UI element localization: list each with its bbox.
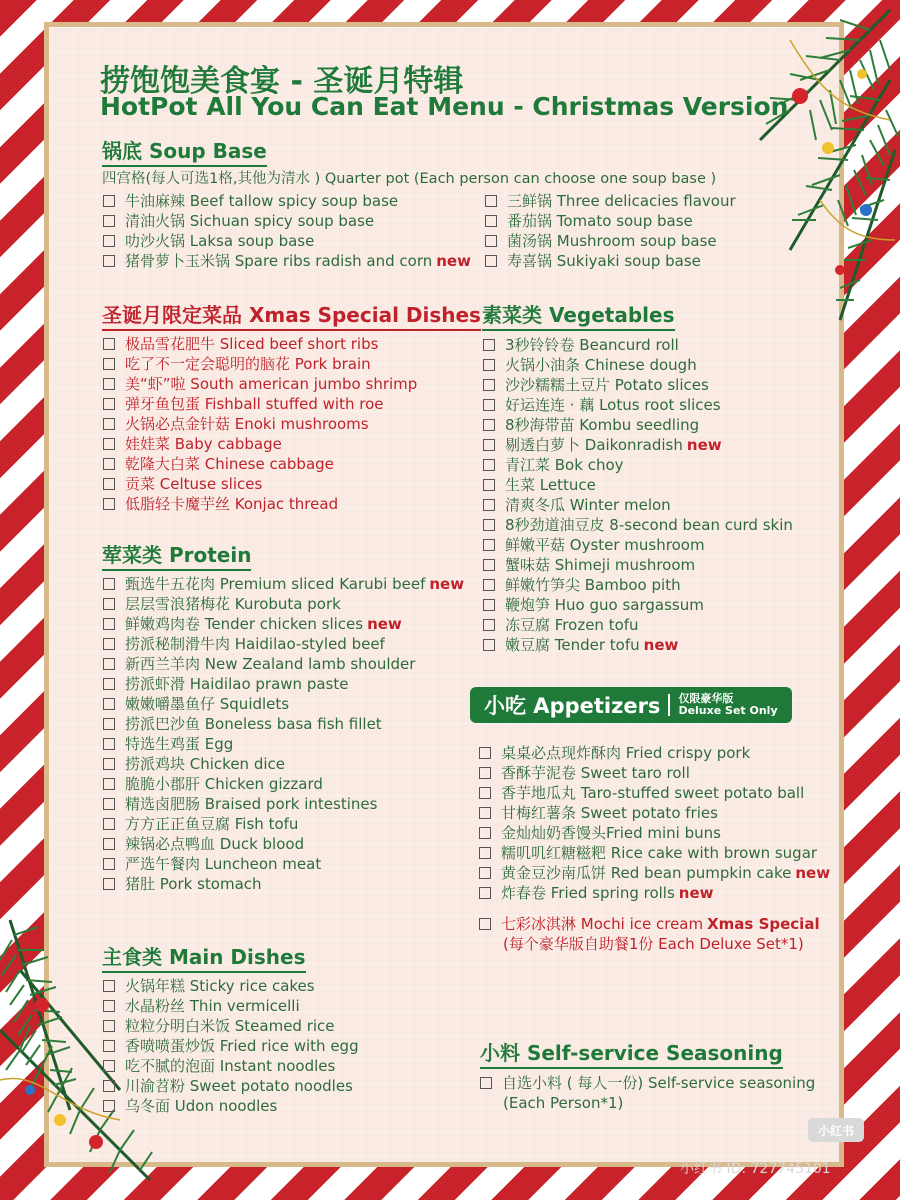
list-item bbox=[103, 854, 464, 874]
checkbox bbox=[103, 358, 115, 370]
appetizers-special bbox=[479, 914, 820, 954]
item-text: 捞派巴沙鱼 Boneless basa fish fillet bbox=[125, 715, 382, 733]
list-item bbox=[103, 1056, 359, 1076]
list-item bbox=[103, 394, 417, 414]
list-item bbox=[483, 375, 793, 395]
checkbox bbox=[103, 1080, 115, 1092]
list-item bbox=[103, 574, 464, 594]
item-text: 桌桌必点现炸酥肉 Fried crispy pork bbox=[501, 744, 751, 762]
banner-divider bbox=[668, 694, 670, 716]
list-item bbox=[483, 395, 793, 415]
list-item bbox=[485, 191, 736, 211]
item-text: 精选卤肥肠 Braised pork intestines bbox=[125, 795, 378, 813]
checkbox bbox=[103, 638, 115, 650]
list-item bbox=[483, 335, 793, 355]
item-text: 新西兰羊肉 New Zealand lamb shoulder bbox=[125, 655, 416, 673]
list-item bbox=[483, 415, 793, 435]
list-item bbox=[103, 834, 464, 854]
item-text: 猪肚 Pork stomach bbox=[125, 875, 262, 893]
list-item bbox=[103, 996, 359, 1016]
item-text: 牛油麻辣 Beef tallow spicy soup base bbox=[125, 192, 399, 210]
item-text: 叻沙火锅 Laksa soup base bbox=[125, 232, 315, 250]
pine-branch-top-right-icon bbox=[640, 0, 900, 330]
item-text: 火锅小油条 Chinese dough bbox=[505, 356, 697, 374]
item-text: 方方正正鱼豆腐 Fish tofu bbox=[125, 815, 299, 833]
item-text: 糯叽叽红糖糍粑 Rice cake with brown sugar bbox=[501, 844, 818, 862]
item-text: 8秒劲道油豆皮 8-second bean curd skin bbox=[505, 516, 793, 534]
item-text: 脆脆小郡肝 Chicken gizzard bbox=[125, 775, 323, 793]
item-text: 炸春卷 Fried spring rolls bbox=[501, 884, 675, 902]
checkbox bbox=[479, 767, 491, 779]
seasoning-list bbox=[480, 1073, 815, 1113]
item-text: 甘梅红薯条 Sweet potato fries bbox=[501, 804, 718, 822]
checkbox bbox=[483, 499, 495, 511]
item-text: 清爽冬瓜 Winter melon bbox=[505, 496, 671, 514]
item-text: 美“虾”啦 South american jumbo shrimp bbox=[125, 375, 418, 393]
checkbox bbox=[479, 827, 491, 839]
item-text: 自选小料 ( 每人一份) Self-service seasoning bbox=[502, 1074, 816, 1092]
vegetables-list bbox=[483, 335, 793, 655]
checkbox bbox=[480, 1077, 492, 1089]
checkbox bbox=[483, 339, 495, 351]
list-item bbox=[103, 734, 464, 754]
checkbox bbox=[103, 1040, 115, 1052]
checkbox bbox=[483, 539, 495, 551]
checkbox bbox=[483, 439, 495, 451]
checkbox bbox=[483, 619, 495, 631]
list-item bbox=[485, 251, 736, 271]
soup-base-list-left bbox=[103, 191, 471, 271]
item-text: 甄选牛五花肉 Premium sliced Karubi beef bbox=[125, 575, 426, 593]
item-text: 火锅年糕 Sticky rice cakes bbox=[125, 977, 315, 995]
item-text: 蟹味菇 Shimeji mushroom bbox=[505, 556, 696, 574]
protein-list bbox=[103, 574, 464, 894]
protein-heading: 荤菜类 Protein bbox=[102, 539, 251, 571]
soup-base-note: 四宫格(每人可选1格,其他为清水 ) Quarter pot (Each person can choose one soup base ) bbox=[102, 171, 717, 187]
list-item bbox=[103, 1076, 359, 1096]
list-item bbox=[103, 794, 464, 814]
item-text: 清油火锅 Sichuan spicy soup base bbox=[125, 212, 375, 230]
checkbox bbox=[103, 980, 115, 992]
list-item bbox=[103, 414, 417, 434]
watermark-logo: 小红书 bbox=[808, 1118, 864, 1142]
list-item bbox=[479, 863, 830, 883]
vegetables-heading: 素菜类 Vegetables bbox=[482, 299, 675, 331]
item-text: 鲜嫩鸡肉卷 Tender chicken slices bbox=[125, 615, 364, 633]
seasoning-heading: 小料 Self-service Seasoning bbox=[480, 1037, 783, 1069]
list-item bbox=[103, 211, 471, 231]
item-text: 捞派虾滑 Haidilao prawn paste bbox=[125, 675, 349, 693]
checkbox bbox=[483, 359, 495, 371]
xmas-special-heading: 圣诞月限定菜品 Xmas Special Dishes bbox=[102, 299, 481, 331]
checkbox bbox=[485, 255, 497, 267]
checkbox bbox=[479, 867, 491, 879]
list-item bbox=[483, 555, 793, 575]
list-item bbox=[103, 874, 464, 894]
item-text: 吃了不一定会聪明的脑花 Pork brain bbox=[125, 355, 371, 373]
deluxe-only-en: Deluxe Set Only bbox=[678, 704, 778, 717]
item-text: 粒粒分明白米饭 Steamed rice bbox=[125, 1017, 335, 1035]
item-text: 七彩冰淇淋 Mochi ice cream bbox=[501, 915, 704, 933]
checkbox bbox=[103, 778, 115, 790]
checkbox bbox=[485, 215, 497, 227]
list-item bbox=[103, 1096, 359, 1116]
checkbox bbox=[103, 1060, 115, 1072]
checkbox bbox=[103, 438, 115, 450]
checkbox bbox=[103, 738, 115, 750]
list-item bbox=[479, 783, 830, 803]
main-dishes-list bbox=[103, 976, 359, 1116]
item-text: 黄金豆沙南瓜饼 Red bean pumpkin cake bbox=[501, 864, 792, 882]
list-item bbox=[103, 654, 464, 674]
new-badge: new bbox=[678, 884, 714, 902]
checkbox bbox=[103, 838, 115, 850]
list-item bbox=[103, 714, 464, 734]
item-text: 娃娃菜 Baby cabbage bbox=[125, 435, 282, 453]
item-text: 火锅必点金针菇 Enoki mushrooms bbox=[125, 415, 369, 433]
list-item bbox=[103, 434, 417, 454]
item-text: 生菜 Lettuce bbox=[505, 476, 596, 494]
checkbox bbox=[483, 479, 495, 491]
checkbox bbox=[103, 678, 115, 690]
item-text: 香芋地瓜丸 Taro-stuffed sweet potato ball bbox=[501, 784, 805, 802]
item-text: 捞派秘制滑牛肉 Haidilao-styled beef bbox=[125, 635, 385, 653]
item-text: 层层雪浪猪梅花 Kurobuta pork bbox=[125, 595, 341, 613]
list-item bbox=[103, 231, 471, 251]
item-text: 香喷喷蛋炒饭 Fried rice with egg bbox=[125, 1037, 359, 1055]
checkbox bbox=[483, 399, 495, 411]
checkbox bbox=[103, 398, 115, 410]
item-text: 好运连连 · 藕 Lotus root slices bbox=[505, 396, 721, 414]
checkbox bbox=[479, 807, 491, 819]
item-text: 严选午餐肉 Luncheon meat bbox=[125, 855, 322, 873]
item-text: 鲜嫩平菇 Oyster mushroom bbox=[505, 536, 705, 554]
list-item bbox=[483, 475, 793, 495]
list-item bbox=[103, 694, 464, 714]
list-item bbox=[479, 843, 830, 863]
checkbox bbox=[103, 478, 115, 490]
checkbox bbox=[103, 1000, 115, 1012]
checkbox bbox=[103, 458, 115, 470]
checkbox bbox=[483, 459, 495, 471]
item-text: 嫩嫩嚼墨鱼仔 Squidlets bbox=[125, 695, 290, 713]
list-item bbox=[483, 435, 793, 455]
checkbox bbox=[483, 599, 495, 611]
list-item bbox=[103, 976, 359, 996]
list-item bbox=[483, 535, 793, 555]
soup-base-list-right bbox=[485, 191, 736, 271]
list-item bbox=[103, 494, 417, 514]
item-text: 猪骨萝卜玉米锅 Spare ribs radish and corn bbox=[125, 252, 433, 270]
appetizers-banner bbox=[470, 687, 792, 723]
item-text: 冻豆腐 Frozen tofu bbox=[505, 616, 639, 634]
item-text: 鲜嫩竹笋尖 Bamboo pith bbox=[505, 576, 681, 594]
appetizers-heading: 小吃 Appetizers bbox=[484, 694, 661, 718]
list-item bbox=[479, 914, 820, 934]
list-item bbox=[479, 883, 830, 903]
list-item bbox=[103, 474, 417, 494]
checkbox bbox=[103, 658, 115, 670]
checkbox bbox=[483, 639, 495, 651]
checkbox bbox=[103, 378, 115, 390]
list-item bbox=[483, 615, 793, 635]
item-text: 金灿灿奶香馒头Fried mini buns bbox=[501, 824, 721, 842]
list-item bbox=[485, 231, 736, 251]
checkbox bbox=[103, 878, 115, 890]
list-item bbox=[103, 1036, 359, 1056]
checkbox bbox=[103, 1100, 115, 1112]
list-item bbox=[103, 594, 464, 614]
item-text: 捞派鸡块 Chicken dice bbox=[125, 755, 285, 773]
checkbox bbox=[479, 847, 491, 859]
checkbox bbox=[103, 498, 115, 510]
item-note-text: (每个豪华版自助餐1份 Each Deluxe Set*1) bbox=[503, 935, 804, 953]
item-text: 乌冬面 Udon noodles bbox=[125, 1097, 278, 1115]
checkbox bbox=[103, 758, 115, 770]
checkbox bbox=[483, 579, 495, 591]
checkbox bbox=[103, 718, 115, 730]
item-text: 特选生鸡蛋 Egg bbox=[125, 735, 234, 753]
item-note-text: (Each Person*1) bbox=[503, 1094, 624, 1112]
deluxe-only-cn: 仅限豪华版 bbox=[678, 692, 734, 705]
item-text: 极品雪花肥牛 Sliced beef short ribs bbox=[125, 335, 379, 353]
new-badge: new bbox=[643, 636, 679, 654]
item-text: 香酥芋泥卷 Sweet taro roll bbox=[501, 764, 690, 782]
list-item-note bbox=[479, 934, 820, 954]
list-item bbox=[103, 774, 464, 794]
list-item bbox=[103, 754, 464, 774]
checkbox bbox=[103, 418, 115, 430]
checkbox bbox=[103, 195, 115, 207]
list-item bbox=[479, 803, 830, 823]
checkbox bbox=[103, 235, 115, 247]
page-title-chinese: 捞饱饱美食宴 - 圣诞月特辑 bbox=[100, 64, 464, 99]
soup-base-heading: 锅底 Soup Base bbox=[102, 135, 267, 167]
checkbox bbox=[103, 1020, 115, 1032]
deluxe-only-label bbox=[678, 693, 777, 717]
checkbox bbox=[479, 747, 491, 759]
new-badge: new bbox=[686, 436, 722, 454]
new-badge: new bbox=[795, 864, 831, 882]
checkbox bbox=[103, 598, 115, 610]
checkbox bbox=[103, 858, 115, 870]
list-item bbox=[483, 635, 793, 655]
list-item bbox=[483, 495, 793, 515]
new-badge: new bbox=[367, 615, 402, 633]
item-text: 弹牙鱼包蛋 Fishball stuffed with roe bbox=[125, 395, 384, 413]
appetizers-list bbox=[479, 743, 830, 903]
list-item bbox=[479, 763, 830, 783]
checkbox bbox=[485, 235, 497, 247]
xmas-special-list bbox=[103, 334, 417, 514]
list-item bbox=[103, 814, 464, 834]
list-item bbox=[103, 251, 471, 271]
checkbox bbox=[485, 195, 497, 207]
item-text: 沙沙糯糯土豆片 Potato slices bbox=[505, 376, 709, 394]
item-text: 乾隆大白菜 Chinese cabbage bbox=[125, 455, 334, 473]
item-text: 川渝苕粉 Sweet potato noodles bbox=[125, 1077, 353, 1095]
list-item bbox=[103, 614, 464, 634]
item-text: 青江菜 Bok choy bbox=[505, 456, 624, 474]
checkbox bbox=[483, 559, 495, 571]
checkbox bbox=[103, 818, 115, 830]
list-item bbox=[483, 355, 793, 375]
item-text: 鞭炮笋 Huo guo sargassum bbox=[505, 596, 704, 614]
checkbox bbox=[479, 787, 491, 799]
list-item bbox=[479, 823, 830, 843]
list-item bbox=[480, 1073, 815, 1093]
new-badge: new bbox=[429, 575, 465, 593]
list-item bbox=[103, 674, 464, 694]
item-text: 低脂轻卡魔芋丝 Konjac thread bbox=[125, 495, 339, 513]
item-text: 三鲜锅 Three delicacies flavour bbox=[507, 192, 736, 210]
item-text: 水晶粉丝 Thin vermicelli bbox=[125, 997, 300, 1015]
list-item bbox=[483, 595, 793, 615]
checkbox bbox=[103, 338, 115, 350]
list-item bbox=[103, 191, 471, 211]
checkbox bbox=[103, 698, 115, 710]
item-text: 吃不腻的泡面 Instant noodles bbox=[125, 1057, 336, 1075]
item-text: 寿喜锅 Sukiyaki soup base bbox=[507, 252, 701, 270]
item-text: 剔透白萝卜 Daikonradish bbox=[505, 436, 683, 454]
item-text: 贡菜 Celtuse slices bbox=[125, 475, 263, 493]
checkbox bbox=[479, 918, 491, 930]
item-text: 辣锅必点鸭血 Duck blood bbox=[125, 835, 305, 853]
item-text: 菌汤锅 Mushroom soup base bbox=[507, 232, 717, 250]
list-item bbox=[103, 354, 417, 374]
checkbox bbox=[103, 255, 115, 267]
list-item bbox=[483, 455, 793, 475]
list-item bbox=[483, 515, 793, 535]
checkbox bbox=[483, 519, 495, 531]
list-item bbox=[479, 743, 830, 763]
list-item bbox=[103, 454, 417, 474]
list-item bbox=[485, 211, 736, 231]
list-item bbox=[103, 334, 417, 354]
watermark-text: 小红书 ID: 727745101 bbox=[680, 1161, 831, 1177]
checkbox bbox=[103, 215, 115, 227]
item-text: 3秒铃铃卷 Beancurd roll bbox=[505, 336, 679, 354]
checkbox bbox=[103, 798, 115, 810]
checkbox bbox=[479, 887, 491, 899]
list-item bbox=[103, 374, 417, 394]
list-item-note bbox=[480, 1093, 815, 1113]
list-item bbox=[103, 1016, 359, 1036]
main-dishes-heading: 主食类 Main Dishes bbox=[102, 941, 306, 973]
checkbox bbox=[483, 379, 495, 391]
checkbox bbox=[103, 618, 115, 630]
new-badge: new bbox=[436, 252, 471, 270]
checkbox bbox=[483, 419, 495, 431]
xmas-special-tag: Xmas Special bbox=[707, 915, 820, 933]
page-title-english: HotPot All You Can Eat Menu - Christmas Version bbox=[100, 92, 789, 121]
list-item bbox=[483, 575, 793, 595]
item-text: 嫩豆腐 Tender tofu bbox=[505, 636, 640, 654]
list-item bbox=[103, 634, 464, 654]
item-text: 8秒海带苗 Kombu seedling bbox=[505, 416, 700, 434]
checkbox bbox=[103, 578, 115, 590]
item-text: 番茄锅 Tomato soup base bbox=[507, 212, 693, 230]
